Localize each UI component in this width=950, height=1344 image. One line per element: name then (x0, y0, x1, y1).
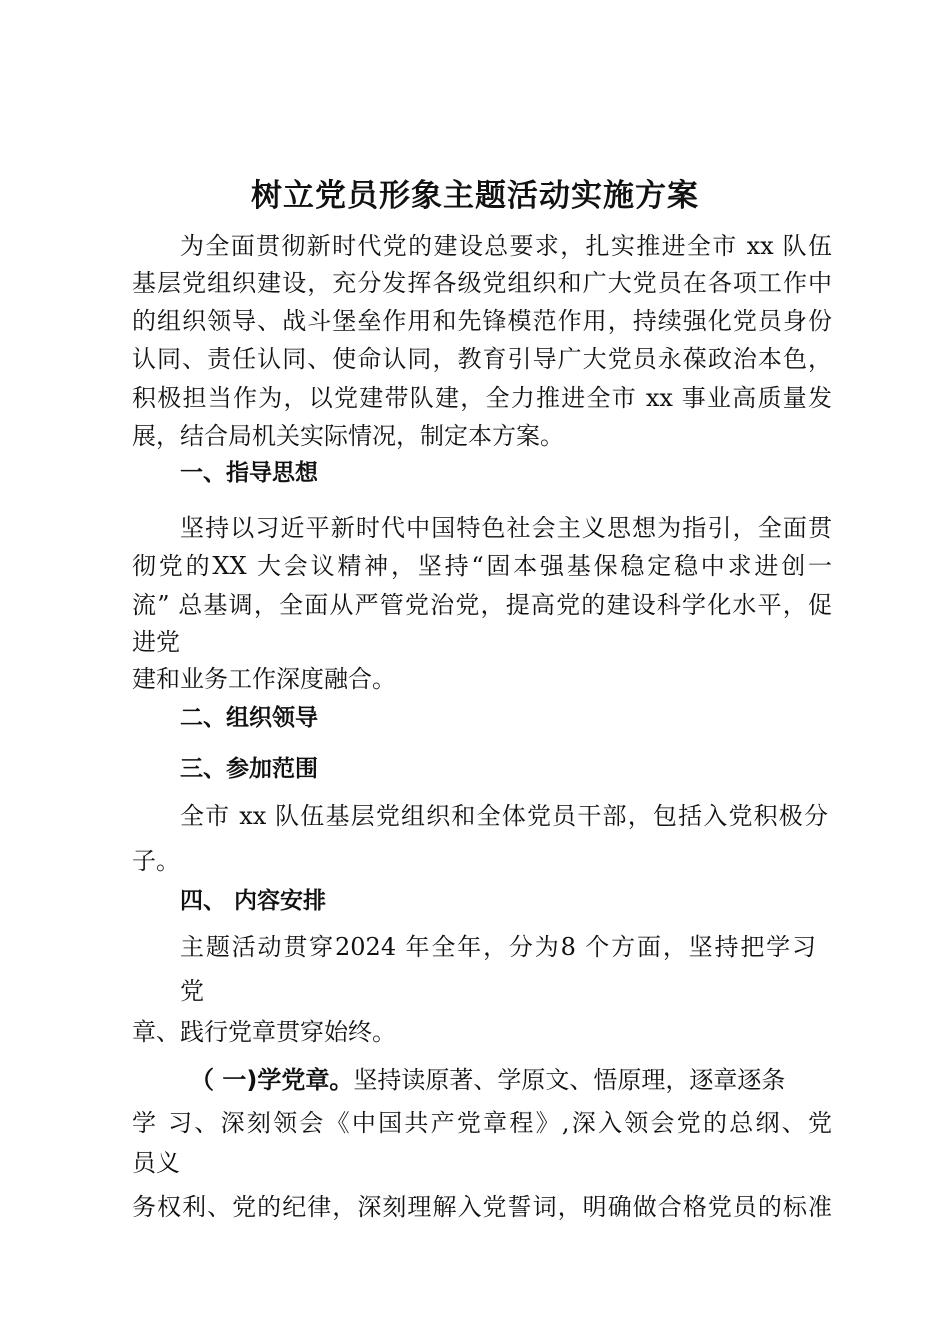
section-4-heading: 四、 内容安排 (180, 888, 327, 914)
section-1-line-4: 进党 (132, 628, 180, 656)
subsection-1-line-3: 员义 (132, 1149, 180, 1177)
subsection-1-line-2: 学 习、深刻领会《中国共产党章程》,深入领会党的总纲、党 (132, 1109, 832, 1137)
section-4-line-2: 党 (180, 977, 204, 1005)
section-1-line-5: 建和业务工作深度融合。 (132, 665, 396, 693)
section-3-heading: 三、参加范围 (180, 756, 318, 782)
section-4-line-1: 主题活动贯穿2024 年全年，分为8 个方面，坚持把学习 (180, 933, 816, 961)
section-3-line-2: 子。 (132, 847, 180, 875)
section-1-line-3: 流” 总基调，全面从严管党治党，提高党的建设科学化水平，促 (132, 591, 832, 619)
section-1-heading: 一、指导思想 (180, 460, 318, 486)
subsection-1-lead: （ 一)学党章。 (190, 1066, 354, 1094)
section-4-line-3: 章、践行党章贯穿始终。 (132, 1018, 396, 1046)
section-1-line-2: 彻党的XX 大会议精神，坚持“固本强基保稳定稳中求进创一 (132, 552, 832, 580)
intro-line-5: 积极担当作为，以党建带队建，全力推进全市 xx 事业高质量发 (132, 384, 832, 412)
subsection-1-line-1: 坚持读原著、学原文、悟原理，逐章逐条 (353, 1066, 786, 1094)
section-3-line-1: 全市 xx 队伍基层党组织和全体党员干部，包括入党积极分 (180, 802, 828, 830)
intro-line-6: 展，结合局机关实际情况，制定本方案。 (132, 422, 564, 450)
subsection-1-first-line (190, 1065, 830, 1095)
subsection-1-line-4: 务权利、党的纪律，深刻理解入党誓词，明确做合格党员的标准 (132, 1193, 832, 1221)
intro-line-1: 为全面贯彻新时代党的建设总要求，扎实推进全市 xx 队伍 (180, 232, 832, 260)
section-1-line-1: 坚持以习近平新时代中国特色社会主义思想为指引，全面贯 (180, 514, 832, 542)
document-title: 树立党员形象主题活动实施方案 (251, 178, 699, 214)
intro-line-2: 基层党组织建设，充分发挥各级党组织和广大党员在各项工作中 (132, 269, 832, 297)
intro-line-3: 的组织领导、战斗堡垒作用和先锋模范作用，持续强化党员身份 (132, 307, 832, 335)
intro-line-4: 认同、责任认同、使命认同，教育引导广大党员永葆政治本色， (132, 345, 832, 373)
section-2-heading: 二、组织领导 (180, 705, 318, 731)
